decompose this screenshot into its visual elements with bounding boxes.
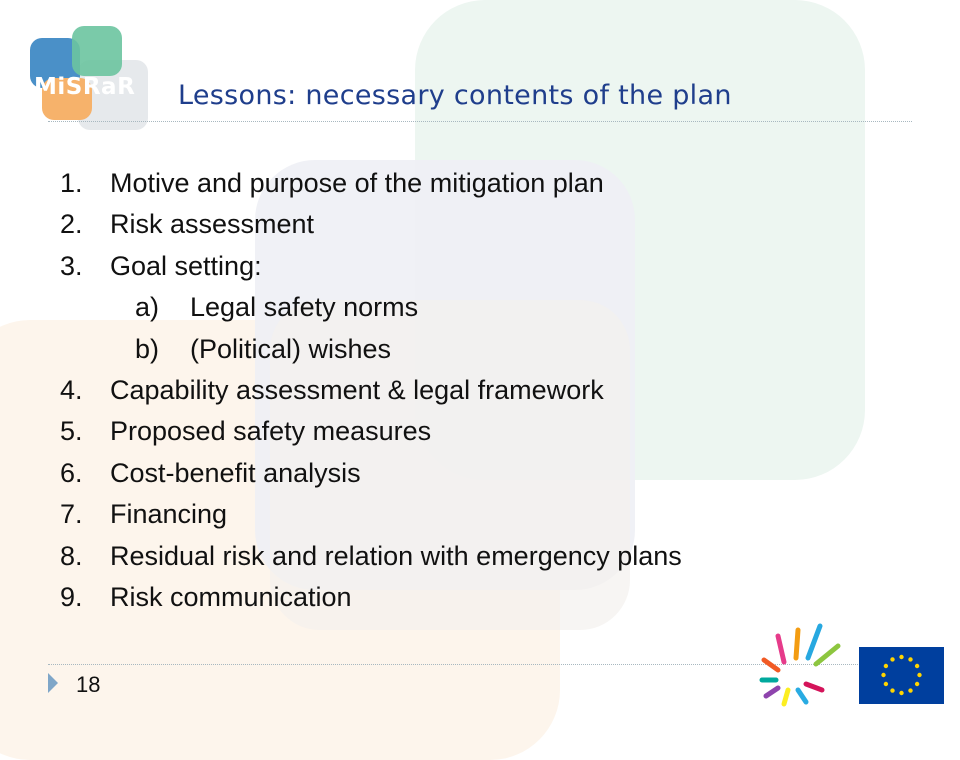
list-item-text: Goal setting: (110, 250, 262, 281)
list-item-text: Proposed safety measures (110, 416, 432, 447)
triangle-marker-icon (48, 673, 58, 693)
list-subitem-letter: a) (135, 292, 160, 323)
list-item-text: Capability assessment & legal framework (110, 374, 604, 405)
list-item-text: Motive and purpose of the mitigation plan (110, 168, 604, 198)
european-programme-logo-icon (758, 618, 850, 710)
list-subitem-text: Legal safety norms (190, 292, 419, 323)
slide-title: Lessons: necessary contents of the plan (178, 80, 732, 111)
list-item-number: 6. (60, 457, 83, 488)
list-item-number: 5. (60, 416, 83, 447)
list-subitem-letter: b) (135, 333, 160, 364)
list-item-number: 3. (60, 250, 83, 281)
logo-text: MiSRaR (34, 74, 136, 100)
eu-flag-icon (859, 647, 944, 704)
list-item-number: 7. (60, 499, 83, 530)
list-item-text: Cost-benefit analysis (110, 457, 361, 488)
list-item-number: 2. (60, 209, 83, 240)
list-subitem-text: (Political) wishes (190, 333, 392, 364)
title-divider (48, 121, 912, 122)
list-item-text: Risk communication (110, 581, 352, 612)
list-item-number: 9. (60, 581, 83, 612)
list-item-number: 8. (60, 540, 83, 571)
list-item-text: Residual risk and relation with emergency plans (110, 540, 682, 571)
page-number: 18 (76, 672, 101, 697)
list-item-number: 4. (60, 374, 83, 405)
list-item-text: Financing (110, 499, 228, 530)
logo-square-green (72, 26, 122, 76)
list-item-text: Risk assessment (110, 209, 315, 240)
misrar-logo (26, 24, 156, 134)
list-item-number: 1. (60, 168, 83, 198)
